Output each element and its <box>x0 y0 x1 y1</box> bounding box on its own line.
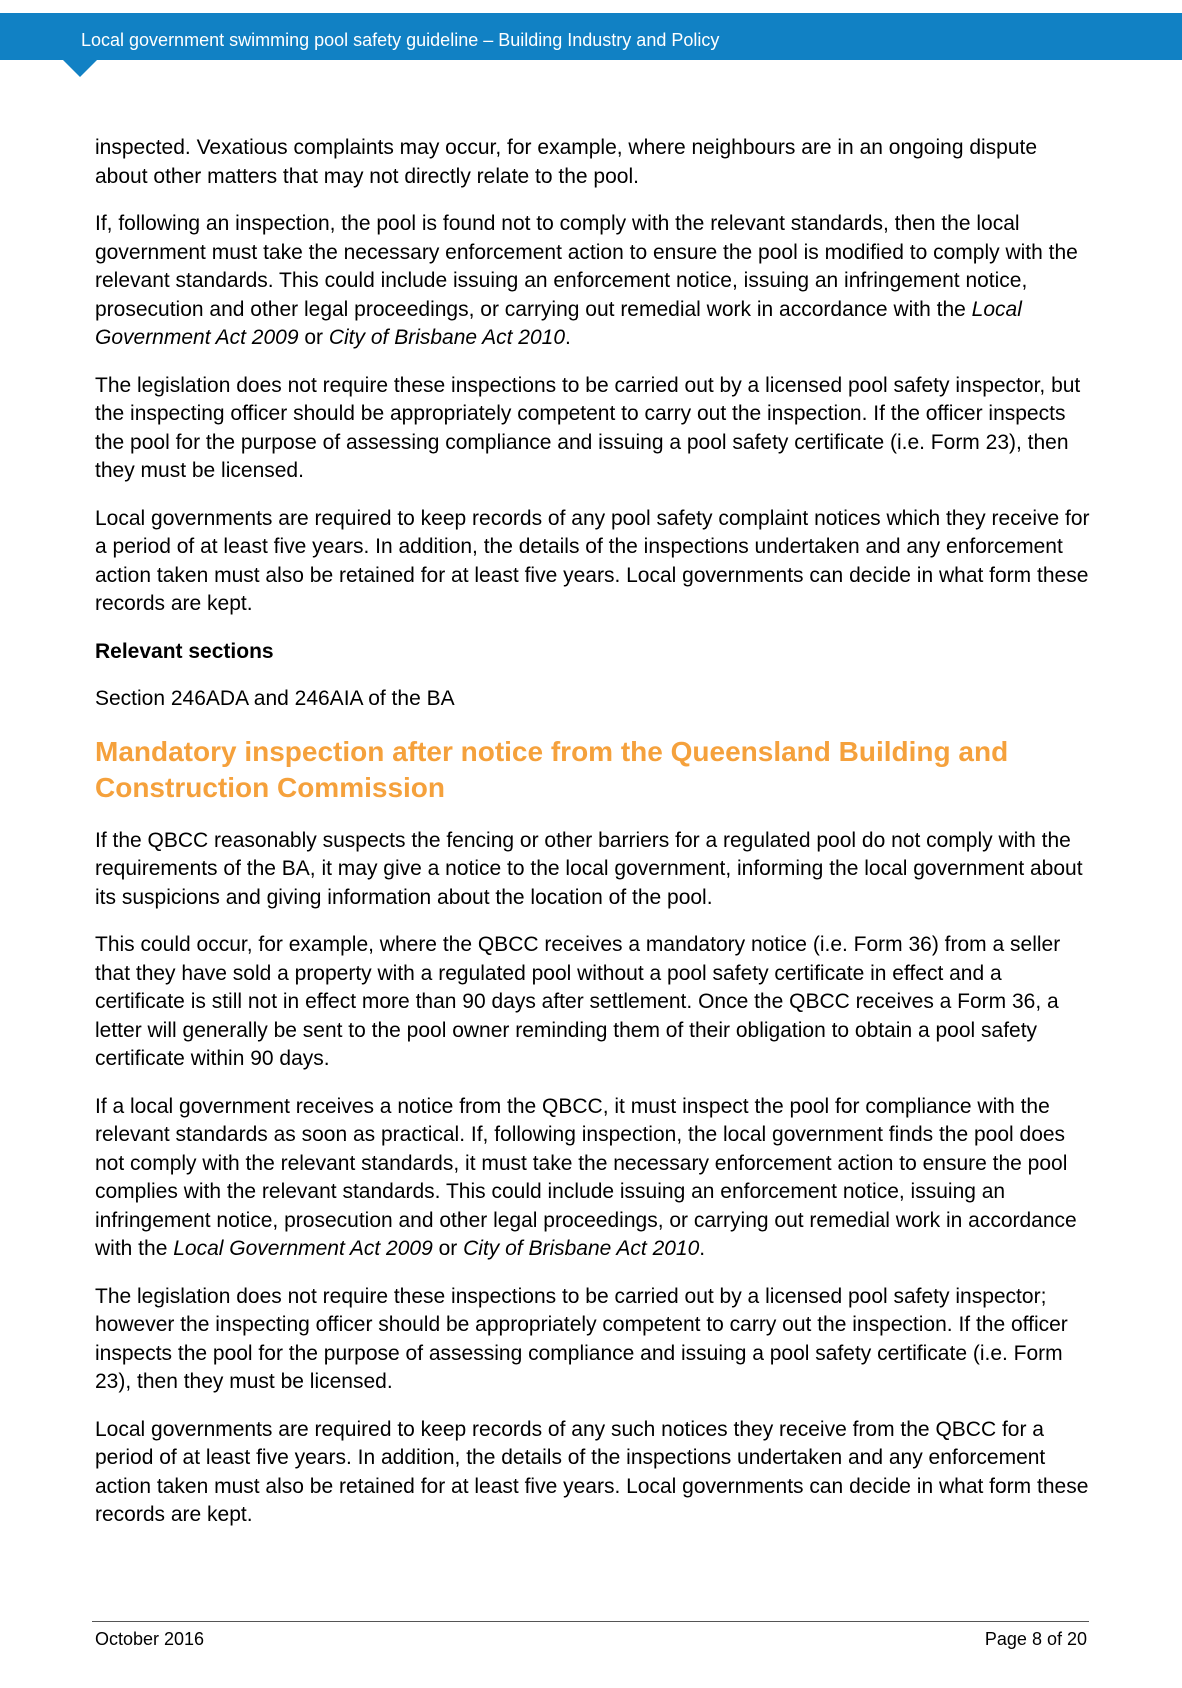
paragraph-4: Local governments are required to keep records of any pool safety complaint notices which they receive for a period of at least five years. In addition, the details of the inspections undertaken and any enforcement action taken must also be retained for at least five years. Local governments can decide in what form these records are kept. <box>95 506 1090 615</box>
section-heading: Mandatory inspection after notice from the Queensland Building and Construction Commission <box>95 735 1009 803</box>
paragraph-8: The legislation does not require these inspections to be carried out by a licensed pool safety inspector; however the inspecting officer should be appropriately competent to carry out the inspection. If the officer inspects the pool for the purpose of assessing compliance and issuing a pool safety certificate (i.e. Form 23), then they must be licensed. <box>95 1284 1068 1393</box>
paragraph-1: inspected. Vexatious complaints may occur, for example, where neighbours are in an ongoing dispute about other matters that may not directly relate to the pool. <box>95 136 1038 188</box>
header-notch <box>63 60 97 77</box>
paragraph-7: If a local government receives a notice from the QBCC, it must inspect the pool for compliance with the relevant standards as soon as practical. If, following inspection, the local government finds the pool does not comply with the relevant standards, it must take the necessary enforcement action to ensure the pool complies with the relevant standards. This could include issuing an enforcement notice, issuing an infringement notice, prosecution and other legal proceedings, or carrying out remedial work in accordance with the Local Government Act 2009 or City of Brisbane Act 2010. <box>95 1094 1077 1260</box>
act-reference: City of Brisbane Act 2010 <box>463 1237 700 1260</box>
header-bar <box>0 13 1182 60</box>
act-reference: Local Government Act 2009 <box>173 1237 433 1260</box>
paragraph-2: If, following an inspection, the pool is found not to comply with the relevant standards, then the local government must take the necessary enforcement action to ensure the pool is modified to comply with the relevant standards. This could include issuing an enforcement notice, issuing an infringement notice, prosecution and other legal proceedings, or carrying out remedial work in accordance with the Local Government Act 2009 or City of Brisbane Act 2010. <box>95 212 1078 349</box>
relevant-sections-text: Section 246ADA and 246AIA of the BA <box>95 687 455 710</box>
act-reference: Local Government Act 2009 <box>95 297 1022 349</box>
paragraph-6: This could occur, for example, where the QBCC receives a mandatory notice (i.e. Form 36) from a seller that they have sold a property with a regulated pool without a pool safety certificate in effect and a certificate is still not in effect more than 90 days after settlement. Once the QBCC receives a Form 36, a letter will generally be sent to the pool owner reminding them of their obligation to obtain a pool safety certificate within 90 days. <box>95 933 1061 1070</box>
paragraph-3: The legislation does not require these inspections to be carried out by a licensed pool safety inspector, but the inspecting officer should be appropriately competent to carry out the inspection. If the officer inspects the pool for the purpose of assessing compliance and issuing a pool safety certificate (i.e. Form 23), then they must be licensed. <box>95 373 1081 482</box>
document-body <box>95 134 1095 1549</box>
footer-divider <box>92 1621 1089 1622</box>
relevant-sections-heading: Relevant sections <box>95 639 274 663</box>
paragraph-5: If the QBCC reasonably suspects the fencing or other barriers for a regulated pool do not comply with the requirements of the BA, it may give a notice to the local government, informing the local government about its suspicions and giving information about the location of the pool. <box>95 828 1083 909</box>
paragraph-9: Local governments are required to keep records of any such notices they receive from the QBCC for a period of at least five years. In addition, the details of the inspections undertaken and any enforcement action taken must also be retained for at least five years. Local governments can decide in what form these records are kept. <box>95 1417 1089 1526</box>
header-title: Local government swimming pool safety guideline – Building Industry and Policy <box>81 30 720 50</box>
page-number: Page 8 of 20 <box>984 1629 1087 1649</box>
act-reference: City of Brisbane Act 2010 <box>328 326 566 349</box>
footer-date: October 2016 <box>95 1629 205 1649</box>
